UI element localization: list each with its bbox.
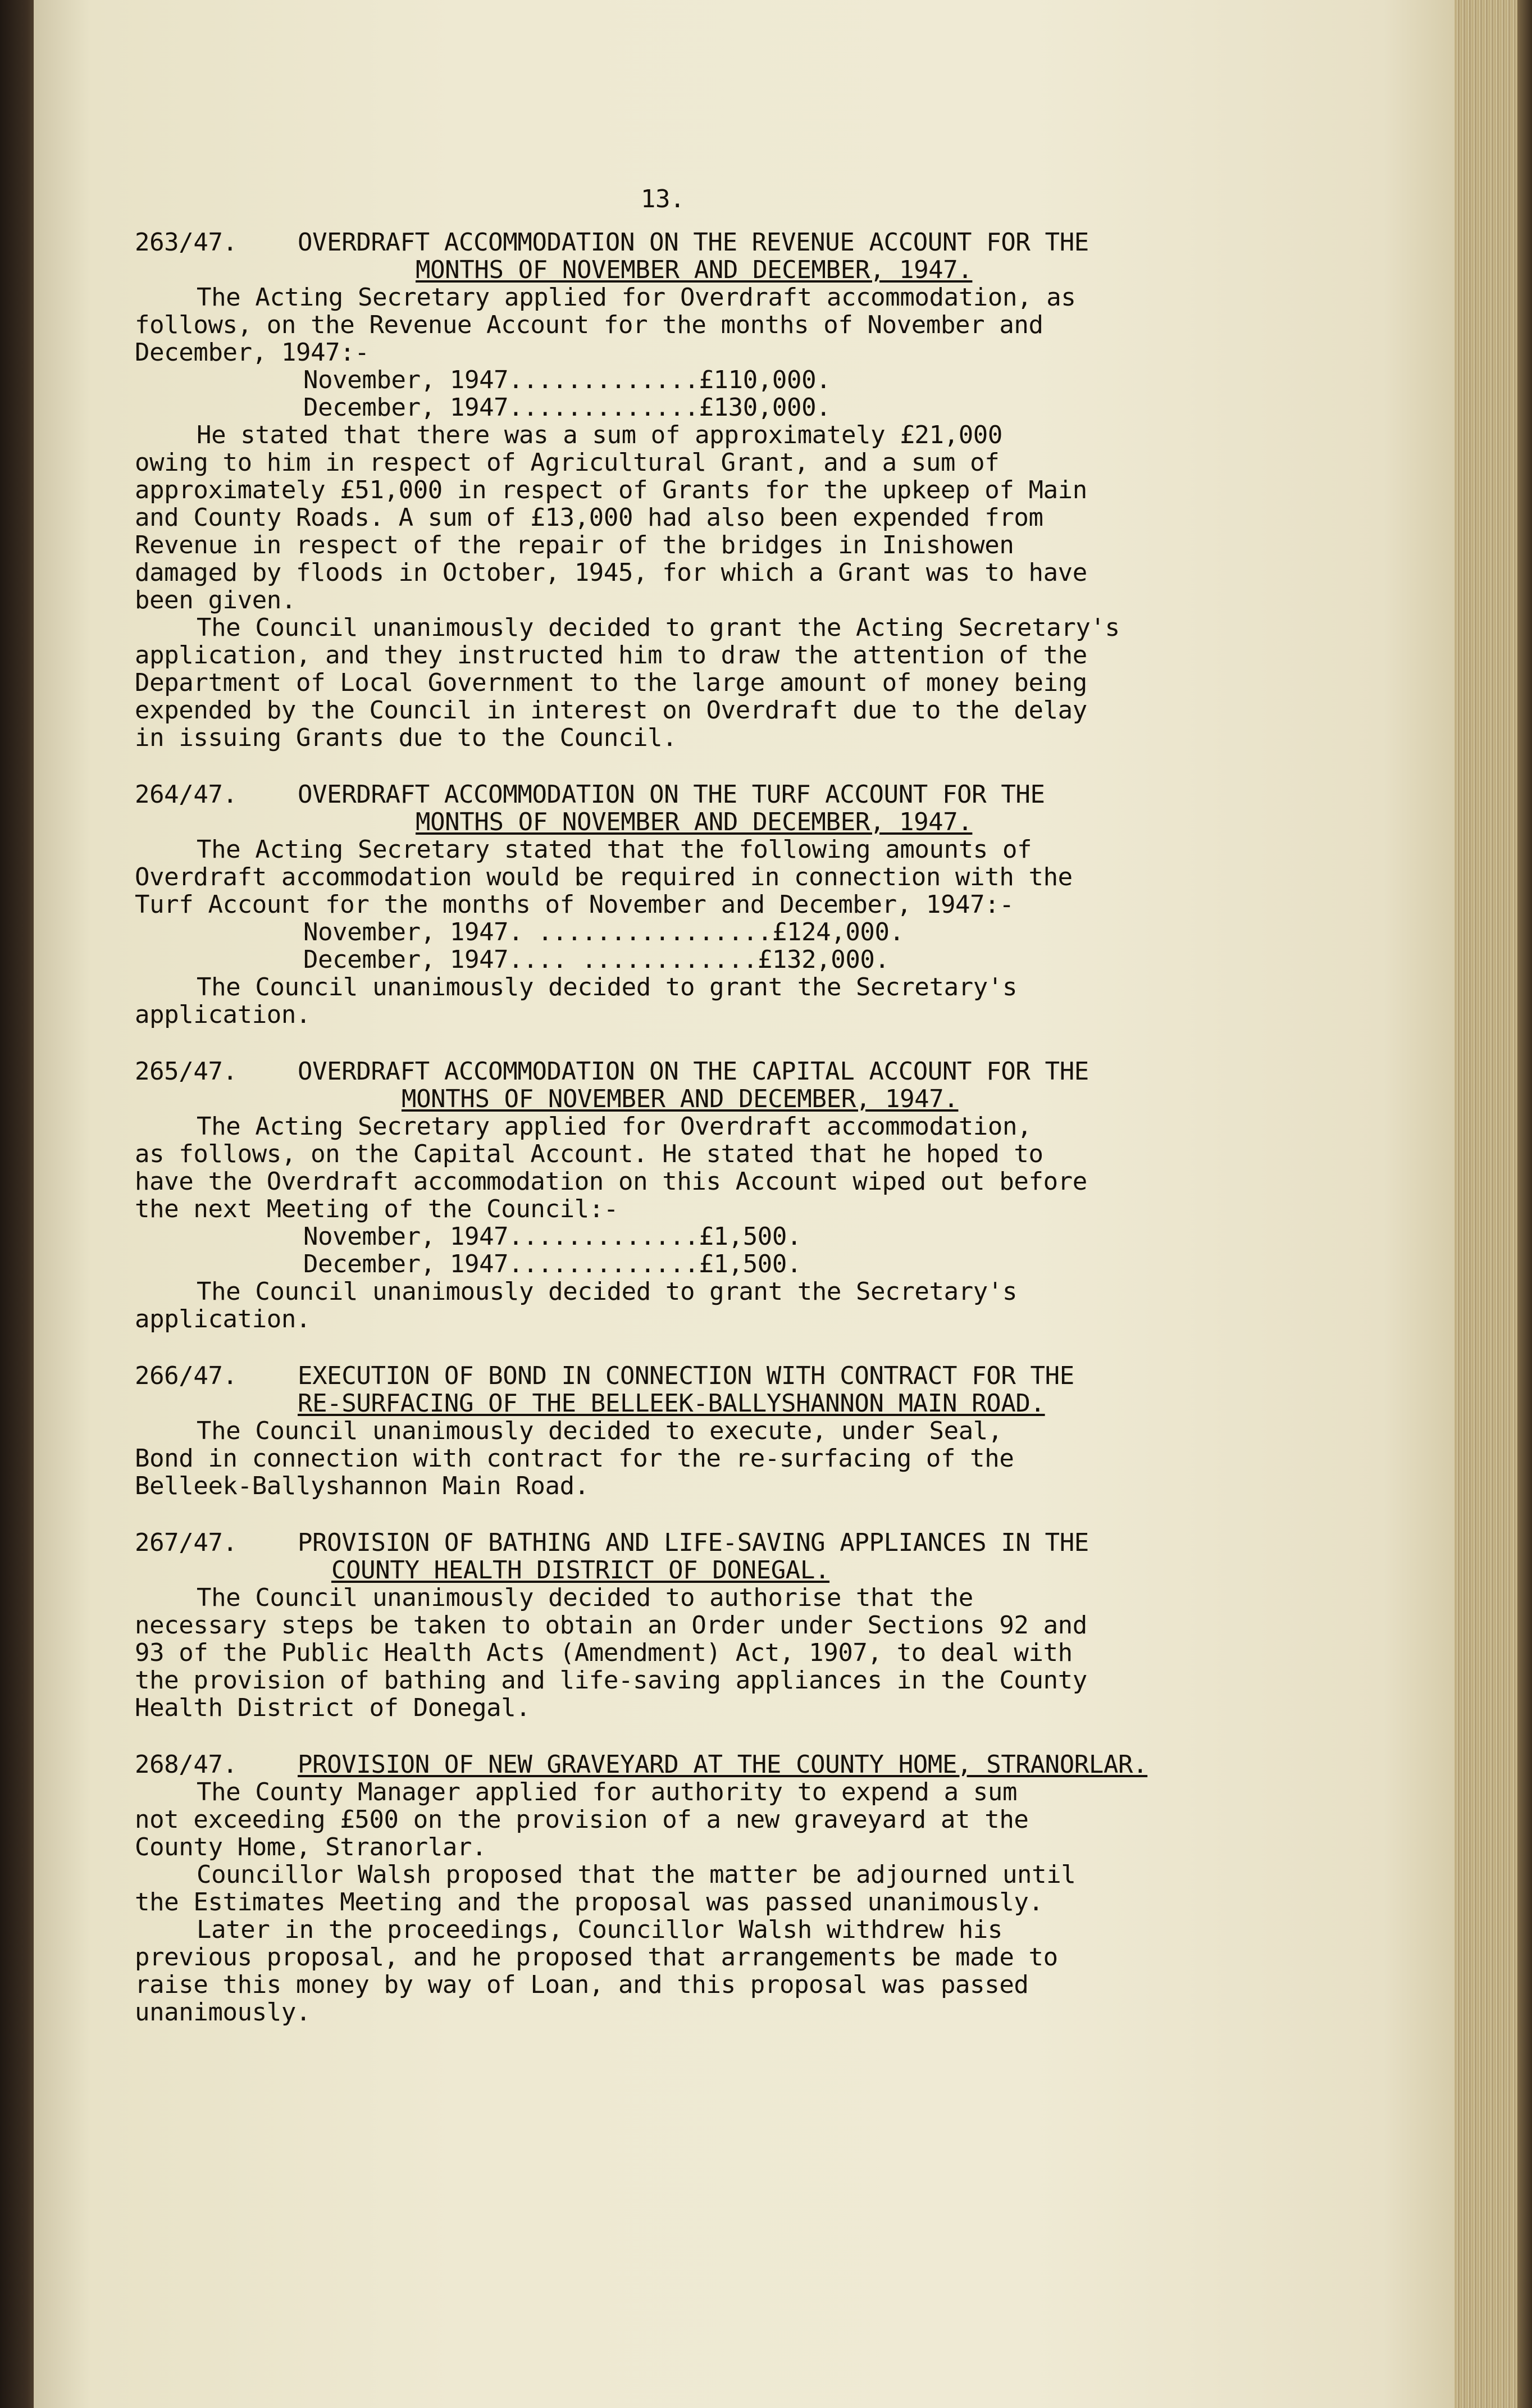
- text-line: Belleek-Ballyshannon Main Road.: [135, 1472, 589, 1500]
- text-line: the Estimates Meeting and the proposal was passed unanimously.: [135, 1888, 1043, 1917]
- minute-header: [135, 1058, 1269, 1113]
- title-line-1: PROVISION OF BATHING AND LIFE-SAVING APPLIANCES IN THE: [298, 1528, 1089, 1557]
- minute-title: [298, 1058, 1269, 1113]
- amount-line: November, 1947.............£1,500.: [303, 1222, 802, 1251]
- text-line: application, and they instructed him to draw the attention of the: [135, 641, 1087, 670]
- minute-title: [298, 1362, 1269, 1417]
- title-line-2: COUNTY HEALTH DISTRICT OF DONEGAL.: [331, 1556, 830, 1585]
- text-line: County Home, Stranorlar.: [135, 1833, 487, 1861]
- title-line-1: PROVISION OF NEW GRAVEYARD AT THE COUNTY HOME, STRANORLAR.: [298, 1750, 1148, 1779]
- text-line: Department of Local Government to the large amount of money being: [135, 668, 1087, 697]
- minute-header: [135, 1362, 1269, 1417]
- text-line: the provision of bathing and life-saving appliances in the County: [135, 1666, 1087, 1695]
- text-line: The Acting Secretary stated that the following amounts of: [197, 835, 1032, 864]
- text-line: The Council unanimously decided to authorise that the: [197, 1583, 973, 1612]
- text-line: Overdraft accommodation would be required in connection with the: [135, 863, 1073, 891]
- minute-header: [135, 781, 1269, 836]
- text-line: application.: [135, 1000, 311, 1029]
- text-line: application.: [135, 1305, 311, 1333]
- text-line: The Council unanimously decided to grant the Secretary's: [197, 973, 1018, 1002]
- amount-line: December, 1947.... ............£132,000.: [303, 945, 890, 974]
- title-line-1: EXECUTION OF BOND IN CONNECTION WITH CONTRACT FOR THE: [298, 1362, 1074, 1390]
- minute-number: 266/47.: [135, 1362, 238, 1390]
- text-line: unanimously.: [135, 1998, 311, 2027]
- text-line: The Council unanimously decided to grant the Secretary's: [197, 1277, 1018, 1306]
- text-line: in issuing Grants due to the Council.: [135, 723, 677, 752]
- text-line: owing to him in respect of Agricultural Grant, and a sum of: [135, 448, 1000, 477]
- minute-title: [298, 781, 1269, 836]
- minute-263: [135, 229, 1269, 752]
- text-line: Health District of Donegal.: [135, 1694, 531, 1722]
- minute-265: [135, 1058, 1269, 1333]
- text-line: the next Meeting of the Council:-: [135, 1195, 618, 1223]
- text-line: Councillor Walsh proposed that the matter be adjourned until: [197, 1860, 1076, 1889]
- minutes-text: [135, 185, 1269, 2055]
- text-line: The Acting Secretary applied for Overdraft accommodation, as: [197, 283, 1076, 312]
- minute-title: [298, 1529, 1269, 1584]
- text-line: raise this money by way of Loan, and this proposal was passed: [135, 1970, 1029, 1999]
- minute-title: [298, 1751, 1269, 1778]
- text-line: been given.: [135, 586, 296, 614]
- text-line: and County Roads. A sum of £13,000 had also been expended from: [135, 503, 1043, 532]
- title-line-1: OVERDRAFT ACCOMMODATION ON THE CAPITAL ACCOUNT FOR THE: [298, 1057, 1089, 1086]
- text-line: follows, on the Revenue Account for the months of November and: [135, 311, 1043, 339]
- minute-266: [135, 1362, 1269, 1500]
- amount-line: November, 1947.............£110,000.: [303, 366, 831, 394]
- text-line: previous proposal, and he proposed that arrangements be made to: [135, 1943, 1058, 1972]
- title-line-1: OVERDRAFT ACCOMMODATION ON THE REVENUE ACCOUNT FOR THE: [298, 228, 1089, 257]
- text-line: Later in the proceedings, Councillor Walsh withdrew his: [197, 1915, 1002, 1944]
- text-line: 93 of the Public Health Acts (Amendment) Act, 1907, to deal with: [135, 1638, 1073, 1667]
- text-line: The Council unanimously decided to grant the Acting Secretary's: [197, 613, 1120, 642]
- minute-268: [135, 1751, 1269, 2026]
- minute-number: 264/47.: [135, 780, 238, 809]
- text-line: damaged by floods in October, 1945, for which a Grant was to have: [135, 558, 1087, 587]
- title-line-2: MONTHS OF NOVEMBER AND DECEMBER, 1947.: [416, 808, 973, 836]
- text-line: December, 1947:-: [135, 338, 370, 367]
- text-line: The County Manager applied for authority to expend a sum: [197, 1778, 1018, 1806]
- text-line: as follows, on the Capital Account. He stated that he hoped to: [135, 1140, 1043, 1168]
- minute-264: [135, 781, 1269, 1028]
- page-edges: [1455, 0, 1532, 2408]
- text-line: Turf Account for the months of November and December, 1947:-: [135, 890, 1014, 919]
- title-line-2: MONTHS OF NOVEMBER AND DECEMBER, 1947.: [416, 256, 973, 284]
- minute-number: 267/47.: [135, 1528, 238, 1557]
- text-line: Revenue in respect of the repair of the bridges in Inishowen: [135, 531, 1014, 559]
- amount-line: December, 1947.............£130,000.: [303, 393, 831, 422]
- minute-267: [135, 1529, 1269, 1722]
- minute-header: [135, 1529, 1269, 1584]
- text-line: not exceeding £500 on the provision of a new graveyard at the: [135, 1805, 1029, 1834]
- page-number: 13.: [640, 185, 685, 213]
- amount-line: November, 1947. ................£124,000.: [303, 918, 904, 946]
- minute-header: [135, 1751, 1269, 1778]
- text-line: Bond in connection with contract for the re-surfacing of the: [135, 1444, 1014, 1473]
- text-line: He stated that there was a sum of approximately £21,000: [197, 421, 1002, 449]
- text-line: necessary steps be taken to obtain an Order under Sections 92 and: [135, 1611, 1087, 1640]
- text-line: expended by the Council in interest on Overdraft due to the delay: [135, 696, 1087, 725]
- title-line-2: MONTHS OF NOVEMBER AND DECEMBER, 1947.: [402, 1085, 959, 1113]
- minute-header: [135, 229, 1269, 284]
- text-line: have the Overdraft accommodation on this Account wiped out before: [135, 1167, 1087, 1196]
- amount-line: December, 1947.............£1,500.: [303, 1250, 802, 1278]
- text-line: The Council unanimously decided to execute, under Seal,: [197, 1417, 1002, 1445]
- title-line-2: RE-SURFACING OF THE BELLEEK-BALLYSHANNON MAIN ROAD.: [298, 1389, 1045, 1418]
- minute-title: [298, 229, 1269, 284]
- minute-number: 268/47.: [135, 1750, 238, 1779]
- text-line: The Acting Secretary applied for Overdraft accommodation,: [197, 1112, 1032, 1141]
- title-line-1: OVERDRAFT ACCOMMODATION ON THE TURF ACCOUNT FOR THE: [298, 780, 1045, 809]
- minute-number: 265/47.: [135, 1057, 238, 1086]
- text-line: approximately £51,000 in respect of Grants for the upkeep of Main: [135, 476, 1087, 504]
- minute-number: 263/47.: [135, 228, 238, 257]
